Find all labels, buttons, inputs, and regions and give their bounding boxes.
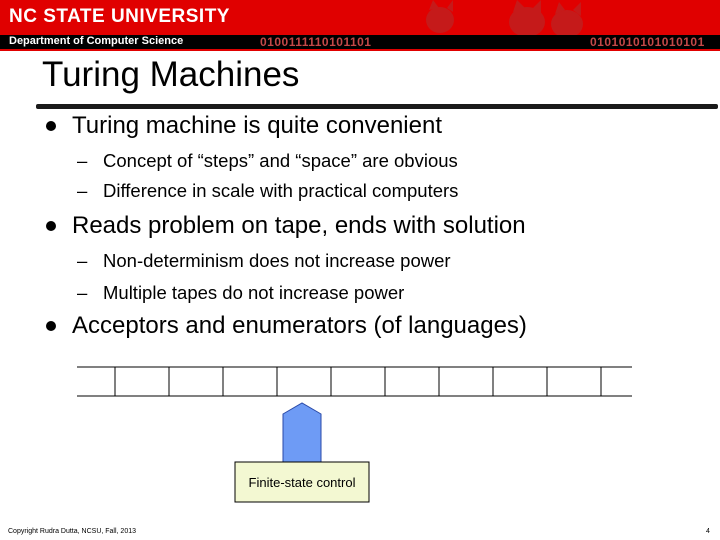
bullet-text: Reads problem on tape, ends with solution [72,212,526,239]
sub-bullet-text: Multiple tapes do not increase power [103,282,405,303]
finite-state-control-label: Finite-state control [248,474,356,490]
dash-marker: – [77,282,88,303]
tape-head [283,403,321,464]
slide-title: Turing Machines [42,55,300,94]
binary-text-right: 0101010101010101 [590,35,705,49]
page-number: 4 [706,528,710,535]
dash-marker: – [77,150,88,171]
tape [77,367,632,396]
sub-bullet-text: Concept of “steps” and “space” are obvious [103,150,458,171]
department-name: Department of Computer Science [9,35,184,47]
sub-bullet-text: Difference in scale with practical computers [103,180,459,201]
bullet-text: Acceptors and enumerators (of languages) [72,312,527,339]
sub-bullet-text: Non-determinism does not increase power [103,250,451,271]
dash-marker: – [77,180,88,201]
bullet-text: Turing machine is quite convenient [72,112,442,139]
binary-text-left: 0100111110101101 [260,35,372,49]
university-name: NC STATE UNIVERSITY [9,6,230,27]
copyright-footer: Copyright Rudra Dutta, NCSU, Fall, 2013 [8,528,136,535]
dash-marker: – [77,250,88,271]
